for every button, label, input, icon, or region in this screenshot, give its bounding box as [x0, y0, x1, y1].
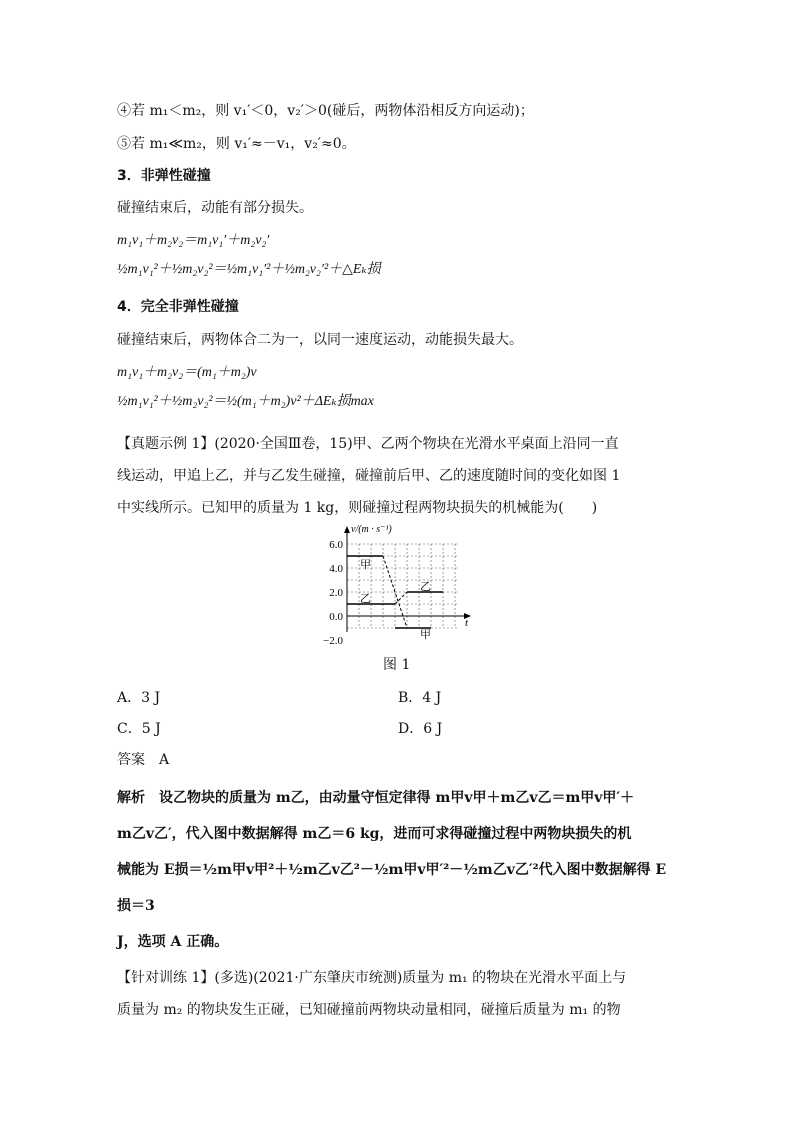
equation: ½m₁v₁²＋½m₂v₂²＝½(m₁＋m₂)v²＋ΔEₖ损max — [117, 394, 374, 409]
option-a: A．3 J — [117, 690, 161, 706]
tick-label: −2.0 — [323, 635, 343, 647]
answer-line: 答案 A — [117, 752, 170, 768]
equation: ½m₁v₁²＋½m₂v₂²＝½m₁v₁′²＋½m₂v₂′²＋△Eₖ损 — [117, 262, 381, 277]
option-d: D．6 J — [398, 721, 443, 737]
tick-label: 6.0 — [329, 539, 343, 551]
training-line: 【针对训练 1】(多选)(2021·广东肇庆市统测)质量为 m₁ 的物块在光滑水平面上与 — [117, 970, 627, 986]
velocity-time-graph — [227, 520, 487, 650]
figure-caption: 图 1 — [383, 657, 411, 673]
text-line: ④若 m₁＜m₂，则 v₁′＜0，v₂′＞0(碰后，两物体沿相反方向运动)； — [117, 103, 534, 119]
example-line: 【真题示例 1】(2020·全国Ⅲ卷，15)甲、乙两个物块在光滑水平桌面上沿同一直 — [117, 436, 619, 452]
analysis-block — [117, 780, 677, 960]
training-block — [117, 962, 677, 1026]
example-block — [117, 428, 677, 524]
x-axis-label: t — [465, 617, 469, 629]
text-line: 碰撞结束后，两物体合二为一，以同一速度运动，动能损失最大。 — [117, 332, 523, 348]
example-line: 线运动，甲追上乙，并与乙发生碰撞，碰撞前后甲、乙的速度随时间的变化如图 1 — [117, 468, 621, 484]
series-label-jia: 甲 — [360, 559, 371, 571]
tick-label: 0.0 — [329, 611, 343, 623]
section-heading: 3．非弹性碰撞 — [117, 168, 211, 184]
section-heading: 4．完全非弹性碰撞 — [117, 299, 239, 315]
tick-label: 4.0 — [329, 563, 343, 575]
training-line: 质量为 m₂ 的物块发生正碰，已知碰撞前两物块动量相同，碰撞后质量为 m₁ 的物 — [117, 1002, 621, 1018]
series-label-jia-after: 甲 — [420, 629, 431, 641]
analysis-line: J，选项 A 正确。 — [117, 934, 229, 950]
series-label-yi: 乙 — [360, 593, 371, 605]
analysis-line: m乙v乙′，代入图中数据解得 m乙＝6 kg，进而可求得碰撞过程中两物块损失的机 — [117, 826, 632, 842]
text-line: 碰撞结束后，动能有部分损失。 — [117, 200, 313, 216]
option-b: B．4 J — [398, 690, 442, 706]
analysis-line: 解析 设乙物块的质量为 m乙，由动量守恒定律得 m甲v甲＋m乙v乙＝m甲v甲′＋ — [117, 790, 635, 806]
equation: m₁v₁＋m₂v₂＝m₁v₁′＋m₂v₂′ — [117, 233, 270, 248]
example-line: 中实线所示。已知甲的质量为 1 kg，则碰撞过程两物块损失的机械能为( ) — [117, 500, 598, 516]
y-axis-arrow — [344, 526, 350, 533]
text-line: ⑤若 m₁≪m₂，则 v₁′≈－v₁，v₂′≈0。 — [117, 136, 356, 152]
y-axis-label: v/(m · s⁻¹) — [351, 524, 392, 535]
option-c: C．5 J — [117, 721, 161, 737]
series-label-yi-after: 乙 — [420, 581, 431, 593]
yi-dashed — [395, 592, 407, 604]
analysis-line: 械能为 E损＝½m甲v甲²＋½m乙v乙²－½m甲v甲′²－½m乙v乙′²代入图中数据解得 E损＝3 — [117, 862, 667, 914]
tick-label: 2.0 — [329, 587, 343, 599]
equation: m₁v₁＋m₂v₂＝(m₁＋m₂)v — [117, 365, 257, 380]
